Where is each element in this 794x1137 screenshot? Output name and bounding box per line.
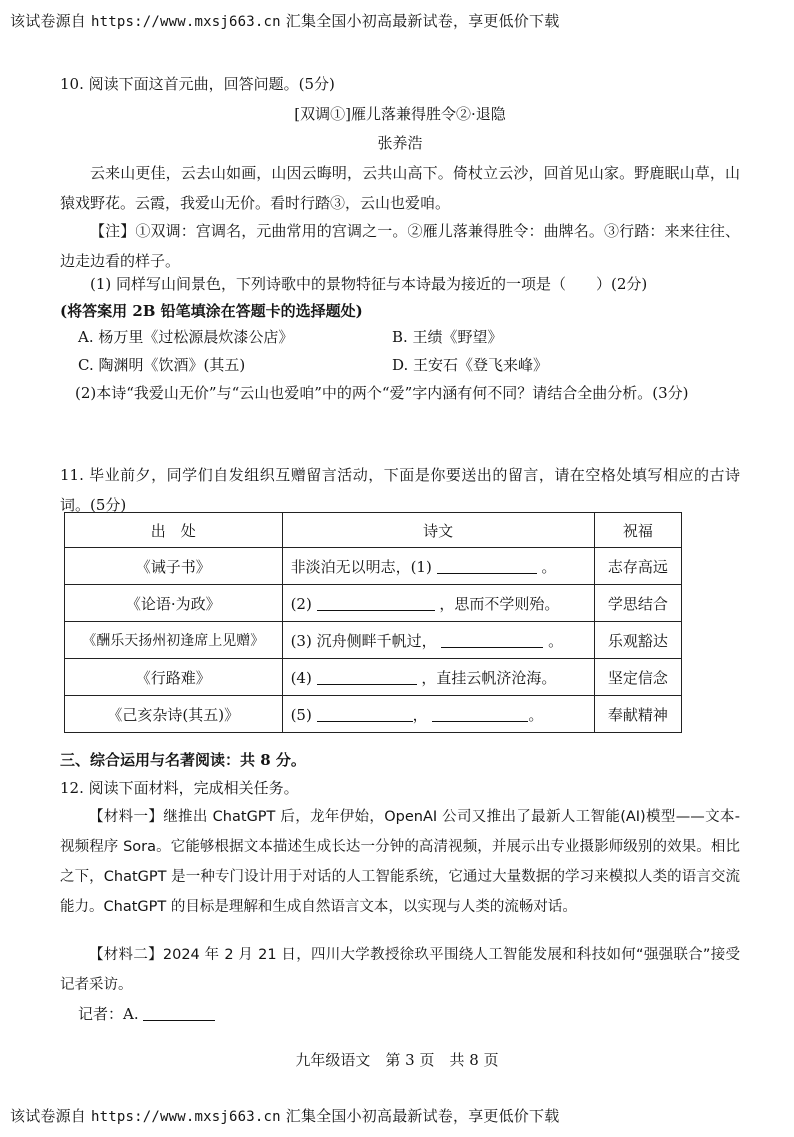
table-row <box>65 585 682 622</box>
poem-text: 云来山更佳，云去山如画，山因云晦明，云共山高下。倚杖立云沙，回首见山家。野鹿眠山草，山猿戏野花。云霞，我爱山无价。看时行踏③，云山也爱咱。 <box>60 164 740 212</box>
row-source: 《诫子书》 <box>65 548 283 585</box>
poem-post: 。 <box>541 557 557 576</box>
header-source: 出 处 <box>65 513 283 548</box>
answer-blank-reporter[interactable] <box>143 1004 215 1021</box>
poem-title-text: [双调①]雁儿落兼得胜令②·退隐 <box>294 105 506 123</box>
reporter-label: 记者：A. <box>78 1005 139 1023</box>
option-a[interactable]: A. 杨万里《过松源晨炊漆公店》 <box>78 328 294 346</box>
option-c[interactable]: C. 陶渊明《饮酒》(其五) <box>78 356 246 374</box>
row-poem <box>282 622 594 659</box>
row-wish: 学思结合 <box>594 585 681 622</box>
source-prefix: 该试卷源自 <box>10 1107 87 1125</box>
header-poem: 诗文 <box>282 513 594 548</box>
material-1: 【材料一】继推出 ChatGPT 后，龙年伊始，OpenAI 公司又推出了最新人工智能(AI)模型——文本-视频程序 Sora。它能够根据文本描述生成长达一分钟的高清视频，并展示出专业摄影师级别的效果。相比之下，ChatGPT 是一种专门设计用于对话的人工智能系统，它通过大量数据的学习来模拟人类的语言交流能力。ChatGPT 的目标是理解和生成自然语言文本，以实现与人类的流畅对话。 <box>60 809 740 915</box>
answer-blank-5b[interactable] <box>432 705 528 722</box>
poem-pre: (2) <box>290 594 312 613</box>
poem-pre: (5) <box>290 705 312 724</box>
source-suffix: 汇集全国小初高最新试卷，享更低价下载 <box>285 12 560 30</box>
row-source: 《论语·为政》 <box>65 585 283 622</box>
row-wish: 奉献精神 <box>594 696 681 733</box>
row-wish: 坚定信念 <box>594 659 681 696</box>
source-banner-bottom <box>10 1105 559 1126</box>
answer-blank-4[interactable] <box>317 668 417 685</box>
poem-pre: 非淡泊无以明志，(1) <box>290 557 432 576</box>
table-row <box>65 548 682 585</box>
poem-author: 张养浩 <box>377 134 423 152</box>
poem-post: ，思而不学则殆。 <box>439 594 560 613</box>
row-source: 《己亥杂诗(其五)》 <box>65 696 283 733</box>
reporter-line <box>78 1000 378 1029</box>
poem-fill-table <box>64 512 682 733</box>
answer-blank-3[interactable] <box>441 631 543 648</box>
answer-blank-5a[interactable] <box>317 705 413 722</box>
page-footer: 九年级语文 第 3 页 共 8 页 <box>295 1051 499 1069</box>
poem-title <box>60 100 740 129</box>
answer-blank-2[interactable] <box>317 594 435 611</box>
header-wish: 祝福 <box>594 513 681 548</box>
poem-post: 。 <box>548 631 564 650</box>
q10-sub2: (2)本诗“我爱山无价”与“云山也爱咱”中的两个“爱”字内涵有何不同？请结合全曲分析。(3分) <box>75 384 689 402</box>
row-source: 《行路难》 <box>65 659 283 696</box>
source-url[interactable]: https://www.mxsj663.cn <box>90 1109 281 1125</box>
poem-note: 【注】①双调：宫调名，元曲常用的宫调之一。②雁儿落兼得胜令：曲牌名。③行踏：来来往往、边走边看的样子。 <box>60 222 740 270</box>
table-row <box>65 659 682 696</box>
table-row <box>65 622 682 659</box>
row-wish: 乐观豁达 <box>594 622 681 659</box>
poem-pre: (3) 沉舟侧畔千帆过， <box>290 631 437 650</box>
table-row <box>65 696 682 733</box>
q12-stem: 12. 阅读下面材料，完成相关任务。 <box>60 779 299 797</box>
row-poem <box>282 585 594 622</box>
answer-blank-1[interactable] <box>437 557 537 574</box>
material-2: 【材料二】2024 年 2 月 21 日，四川大学教授徐玖平围绕人工智能发展和科技如何“强强联合”接受记者采访。 <box>60 947 740 993</box>
row-source: 《酬乐天扬州初逢席上见赠》 <box>65 622 283 659</box>
option-b[interactable]: B. 王绩《野望》 <box>392 328 503 346</box>
row-poem <box>282 659 594 696</box>
q10-sub1-hint: (将答案用 2B 铅笔填涂在答题卡的选择题处) <box>60 302 363 320</box>
poem-post2: 。 <box>528 705 544 724</box>
table-header-row <box>65 513 682 548</box>
row-poem <box>282 548 594 585</box>
row-wish: 志存高远 <box>594 548 681 585</box>
source-banner-top <box>10 10 559 31</box>
poem-post: ，直挂云帆济沧海。 <box>421 668 557 687</box>
source-url[interactable]: https://www.mxsj663.cn <box>90 14 281 30</box>
poem-post: ， <box>412 705 428 724</box>
q11-stem: 11. 毕业前夕，同学们自发组织互赠留言活动，下面是你要送出的留言，请在空格处填写相应的古诗词。(5分) <box>60 466 740 514</box>
option-d[interactable]: D. 王安石《登飞来峰》 <box>392 356 549 374</box>
section3-heading: 三、综合运用与名著阅读：共 8 分。 <box>60 751 306 769</box>
q10-sub1: (1) 同样写山间景色，下列诗歌中的景物特征与本诗最为接近的一项是（ ）(2分) <box>90 275 648 293</box>
q10-stem: 10. 阅读下面这首元曲，回答问题。(5分) <box>60 75 335 93</box>
row-poem <box>282 696 594 733</box>
poem-pre: (4) <box>290 668 312 687</box>
source-suffix: 汇集全国小初高最新试卷，享更低价下载 <box>285 1107 560 1125</box>
source-prefix: 该试卷源自 <box>10 12 87 30</box>
